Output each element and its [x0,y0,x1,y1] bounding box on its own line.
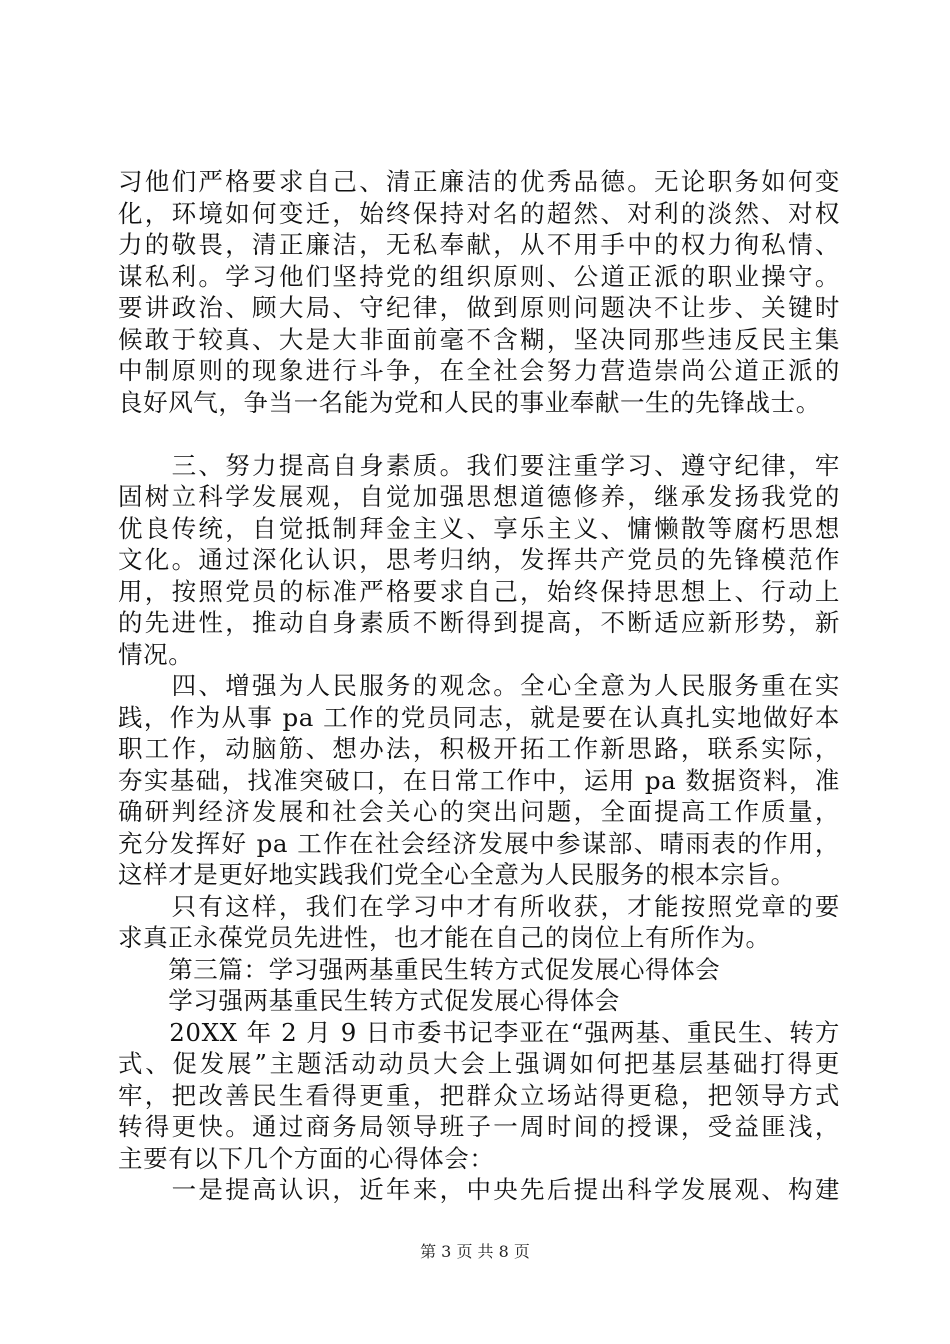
text-line: 要讲政治、顾大局、守纪律，做到原则问题决不让步、关键时 [118,293,840,322]
text-line: 文化。通过深化认识，思考归纳，发挥共产党员的先锋模范作 [118,545,840,574]
text-line: 只有这样，我们在学习中才有所收获，才能按照党章的要 [118,891,840,921]
text-line: 一是提高认识，近年来，中央先后提出科学发展观、构建 [118,1175,840,1204]
text-line: 这样才是更好地实践我们党全心全意为人民服务的根本宗旨。 [118,860,796,889]
text-line: 学习强两基重民生转方式促发展心得体会 [118,986,620,1015]
text-line: 候敢于较真、大是大非面前毫不含糊，坚决同那些违反民主集 [118,324,840,354]
text-line: 优良传统，自觉抵制拜金主义、享乐主义、慵懒散等腐朽思想 [118,513,840,543]
text-line: 主要有以下几个方面的心得体会： [118,1143,495,1173]
text-line: 三、努力提高自身素质。我们要注重学习、遵守纪律，牢 [118,450,840,480]
text-line: 职工作，动脑筋、想办法，积极开拓工作新思路，联系实际， [118,734,840,763]
paragraph [118,450,840,671]
text-line: 充分发挥好 pa 工作在社会经济发展中参谋部、晴雨表的作用， [118,828,840,858]
paragraph [118,1174,840,1206]
text-line: 牢，把改善民生看得更重，把群众立场站得更稳，把领导方式 [118,1080,840,1110]
page-number: 第 3 页 共 8 页 [420,1242,530,1261]
page-footer [0,1242,950,1262]
text-line: 四、增强为人民服务的观念。全心全意为人民服务重在实 [118,671,840,700]
text-line: 情况。 [118,639,194,669]
text-line: 20XX 年 2 月 9 日市委书记李亚在“强两基、重民生、转方 [118,1017,840,1047]
text-line: 确研判经济发展和社会关心的突出问题，全面提高工作质量， [118,797,840,826]
text-line: 的先进性，推动自身素质不断得到提高，不断适应新形势，新 [118,608,840,637]
text-line: 谋私利。学习他们坚持党的组织原则、公道正派的职业操守。 [118,261,840,291]
paragraph [118,1017,840,1175]
text-line: 夯实基础，找准突破口，在日常工作中，运用 pa 数据资料，准 [118,765,840,795]
paragraph-gap [118,418,840,450]
text-line: 用，按照党员的标准严格要求自己，始终保持思想上、行动上 [118,576,840,606]
text-line: 固树立科学发展观，自觉加强思想道德修养，继承发扬我党的 [118,482,840,511]
text-line: 中制原则的现象进行斗争，在全社会努力营造崇尚公道正派的 [118,356,840,385]
paragraph [118,166,840,418]
text-line: 践，作为从事 pa 工作的党员同志，就是要在认真扎实地做好本 [118,702,840,732]
text-line: 第三篇：学习强两基重民生转方式促发展心得体会 [118,954,721,984]
text-line: 力的敬畏，清正廉洁，无私奉献，从不用手中的权力徇私情、 [118,230,840,259]
document-body [118,166,840,1206]
article-title [118,985,840,1017]
text-line: 式、促发展”主题活动动员大会上强调如何把基层基础打得更 [118,1049,840,1078]
text-line: 转得更快。通过商务局领导班子一周时间的授课，受益匪浅， [118,1112,840,1141]
paragraph [118,670,840,891]
text-line: 良好风气，争当一名能为党和人民的事业奉献一生的先锋战士。 [118,387,821,417]
paragraph [118,891,840,954]
text-line: 习他们严格要求自己、清正廉洁的优秀品德。无论职务如何变 [118,167,840,196]
section-heading [118,954,840,986]
text-line: 求真正永葆党员先进性，也才能在自己的岗位上有所作为。 [118,923,771,952]
text-line: 化，环境如何变迁，始终保持对名的超然、对利的淡然、对权 [118,198,840,228]
